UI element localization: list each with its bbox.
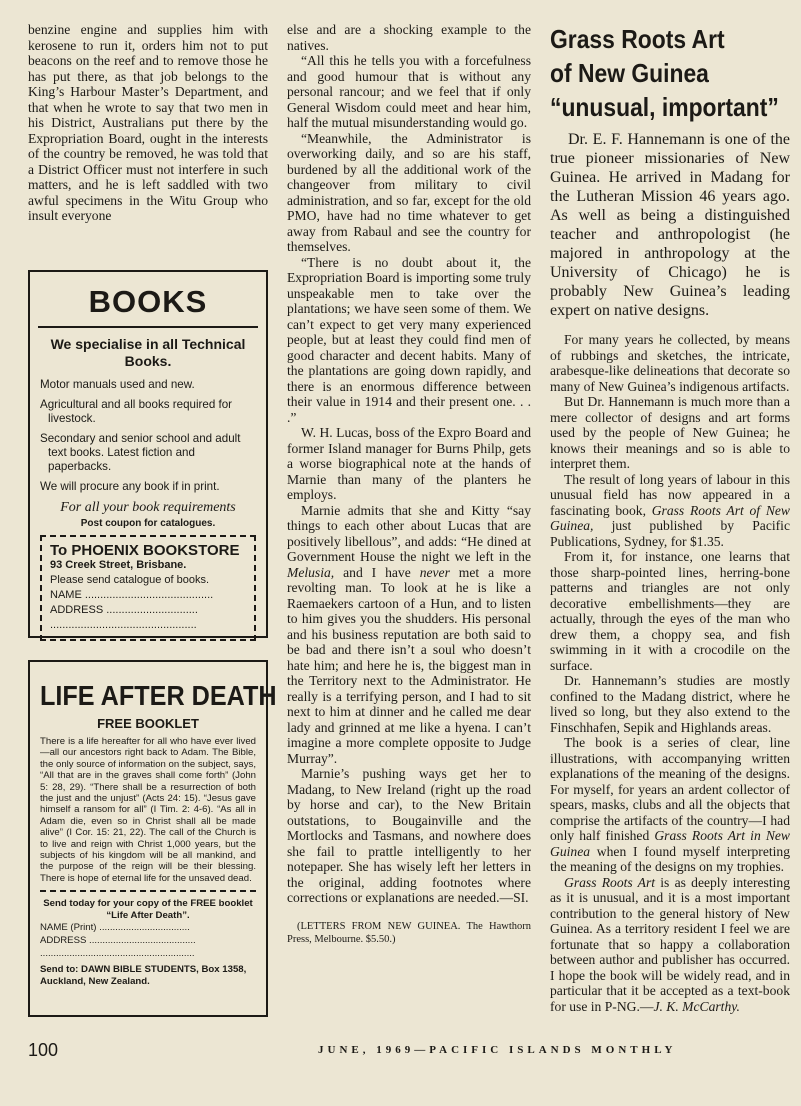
books-coupon	[40, 535, 256, 641]
death-ad-name-field: NAME (Print) ..................................	[40, 922, 190, 934]
running-footer: JUNE, 1969—PACIFIC ISLANDS MONTHLY	[318, 1044, 677, 1056]
coupon-request: Please send catalogue of books.	[50, 574, 210, 586]
paragraph: W. H. Lucas, boss of the Expro Board and former Island manager for Burns Philp, gets a worse biographical note at the hands of Marnie than many of the planters he employs.	[287, 425, 531, 502]
book-title: Grass Roots Art in New Guinea	[550, 828, 790, 859]
ship-name: Melusia,	[287, 564, 335, 580]
article-headline	[550, 22, 779, 124]
text-run: The result of long years of labour in this unusual field has now appeared in a fascinating book,	[550, 471, 790, 518]
paragraph: For many years he collected, by means of rubbings and sketches, the intricate, arabesque-like delineations that decorate so many of New Guinea’s indigenous artifacts.	[550, 332, 790, 394]
column-middle	[287, 22, 531, 946]
paragraph: else and are a shocking example to the natives.	[287, 22, 531, 53]
page-footer	[28, 1040, 790, 1060]
column-right	[550, 22, 790, 1014]
text-run: when I found myself interpreting the meaning of the designs on my trophies.	[550, 843, 790, 874]
paragraph: From it, for instance, one learns that those sharp-pointed lines, herring-bone patterns and triangles are not only decorative embellishments—they are actually, through the eyes of the man who drew them, a choppy sea, and fish swimming in it with a crocodile on the surface.	[550, 549, 790, 673]
paragraph-continuation: benzine engine and supplies him with kerosene to run it, orders him not to put beacons on the reef and to remove those he has put there, as that job belongs to the King’s Harbour Master’s Department, and that when he wrote to say that two men in his District, Australians put there by the Expropriation Board, ought in the interests of the country be removed, he was told that a District Officer must not interfere in such matters, and he is left saddled with two awful specimens in the Witu Group who insult everyone	[28, 22, 268, 223]
page-number: 100	[28, 1040, 59, 1060]
death-ad-blank-line: ..........................................................	[40, 948, 195, 960]
column-left	[28, 22, 268, 224]
death-ad-send-today: Send today for your copy of the FREE booklet “Life After Death”.	[43, 898, 253, 921]
paragraph	[287, 503, 531, 767]
books-ad-subtitle: We specialise in all Technical Books.	[50, 336, 246, 369]
headline-line: “unusual, important”	[550, 92, 779, 122]
paragraph: Marnie’s pushing ways get her to Madang, to New Ireland (right up the road by horse and car), to the New Britain outstations, to Bougainville and the Mortlocks and Tasmans, and nowhere does she fail to prattle intelligently to her notepaper. She has wisely left her letters in the original, adding footnotes where corrections or explanations are needed.—SI.	[287, 766, 531, 905]
books-ad-line: Secondary and senior school and adult text books. Latest fiction and paperbacks.	[40, 432, 241, 473]
coupon-blank-line: ................................................	[50, 619, 197, 631]
books-ad-rule	[38, 326, 258, 328]
coupon-address: 93 Creek Street, Brisbane.	[50, 559, 187, 571]
books-ad-line: Agricultural and all books required for livestock.	[40, 398, 233, 425]
death-ad-send-to: Send to: DAWN BIBLE STUDENTS, Box 1358, Auckland, New Zealand.	[40, 964, 247, 987]
paragraph: “All this he tells you with a forcefulness and good humour that is without any personal rancour; and we feel that if only General Wisdom could meet and hear him, half the mutual misunderstanding would go.	[287, 53, 531, 130]
books-ad-tagline: For all your book requirements	[60, 500, 236, 515]
death-ad-dash-rule	[40, 890, 256, 892]
text-run: Marnie admits that she and Kitty “say things to each other about Lucas that are positively libellous”, and adds: “He dined at Government House the night we left in the	[287, 502, 531, 564]
books-advertisement	[28, 270, 268, 638]
death-ad-body: There is a life hereafter for all who have ever lived—all our ancestors right back to Adam. The Bible, the only source of information on the subject, says, “All that are in the graves shall come forth” (John 5: 28, 29). “There shall be a resurrection of both the just and the unjust” (Acts 24: 15). “Jesus gave himself a ransom for all” (I Tim. 2: 4-6). “As all in Adam die, even so in Christ shall all be made alive” (I Cor. 15: 21, 22). The call of the Church is to live and reign with Christ 1,000 years, but the subjects of his kingdom will be all mankind, and the purpose of the reign will be their blessing. There is hope of eternal life for the unsaved dead.	[40, 736, 256, 884]
death-ad-address-field: ADDRESS ........................................	[40, 935, 196, 947]
books-ad-line: Motor manuals used and new.	[40, 378, 195, 391]
book-citation: (LETTERS FROM NEW GUINEA. The Hawthorn Press, Melbourne. $5.50.)	[287, 920, 531, 945]
book-title: Grass Roots Art	[564, 874, 656, 890]
text-run: just published by Pacific Publications, Sydney, for $1.35.	[550, 518, 790, 549]
headline-line: Grass Roots Art	[550, 24, 725, 54]
paragraph	[550, 875, 790, 1015]
paragraph	[550, 472, 790, 550]
paragraph	[550, 735, 790, 875]
paragraph: “There is no doubt about it, the Expropriation Board is importing some truly unspeakable men to take over the plantations; we have seen some of them. We can’t expect to get very many experienced people, but at least they could find men of good character and decent habits. Many of the plantations are going down rapidly, and there is an enormous difference between their value in 1914 and their present one. . . .”	[287, 254, 531, 425]
life-after-death-advertisement	[28, 660, 277, 1017]
text-run: met a more revolting man. To look at he is like a Raemaekers cartoon of a Hun, and to listen to him gives you the shudders. His personal and his business reputation are both said to be bad and there isn’t a soul who doesn’t hate him; and here he is, the biggest man in the Territory next to the Administrator. He really is a terrifying person, and I had to sit next to him at dinner and he called me dear lady and grinned at me like a hyena. I can’t imagine a more complete opposite to Judge Murray”.	[287, 564, 531, 766]
coupon-address-field: ADDRESS ..............................	[50, 604, 198, 616]
paragraph: But Dr. Hannemann is much more than a mere collector of designs and art forms used by the people of New Guinea; he knows their meanings and so is able to interpret them.	[550, 394, 790, 471]
paragraph: “Meanwhile, the Administrator is overworking daily, and so are his staff, burdened by all the additional work of the changeover from military to civil administration, and so far, except for the old PMO, have had no time whatever to get away from Rabaul and see the country for themselves.	[287, 130, 531, 254]
emphasis: never	[419, 564, 450, 580]
lead-paragraph: Dr. E. F. Hannemann is one of the true pioneer missionaries of New Guinea. He arrived in Madang for the Lutheran Mission 46 years ago. As well as being a distinguished teacher and anthropologist (he majored in anthropology at the University of Chicago) he is probably New Guinea’s leading expert on native designs.	[550, 131, 790, 319]
coupon-name-field: NAME ..........................................	[50, 589, 214, 601]
headline-line: of New Guinea	[550, 58, 709, 88]
text-run: and I have	[334, 564, 420, 580]
author-signature: J. K. McCarthy.	[653, 998, 740, 1014]
books-ad-line: We will procure any book if in print.	[40, 480, 220, 493]
death-ad-subtitle: FREE BOOKLET	[97, 716, 199, 731]
book-title: Grass Roots Art of New Guinea,	[550, 502, 790, 533]
text-run: is as deeply interesting as it is unusual, and it is a most important contribution to the general history of New Guinea. As a territory resident I feel we are fortunate that so happy a collaboration between author and publisher has occurred. I hope the book will be widely read, and in particular that it be accepted as a text-book for use in P-NG.—	[550, 874, 790, 1014]
books-ad-title: BOOKS	[88, 284, 208, 319]
death-ad-title: LIFE AFTER DEATH	[40, 680, 277, 711]
paragraph: Dr. Hannemann’s studies are mostly confined to the Madang district, where he lived so long, but they also extend to the Finschhafen, Sepik and Highlands areas.	[550, 673, 790, 735]
coupon-title: To PHOENIX BOOKSTORE	[50, 542, 240, 559]
text-run: The book is a series of clear, line illustrations, with accompanying written explanations of the meaning of the designs. For myself, for years an ardent collector of spears, masks, clubs and all the objects that comprise the artifacts of the country—I had only half finished	[550, 735, 790, 843]
books-ad-post-coupon: Post coupon for catalogues.	[80, 518, 216, 529]
